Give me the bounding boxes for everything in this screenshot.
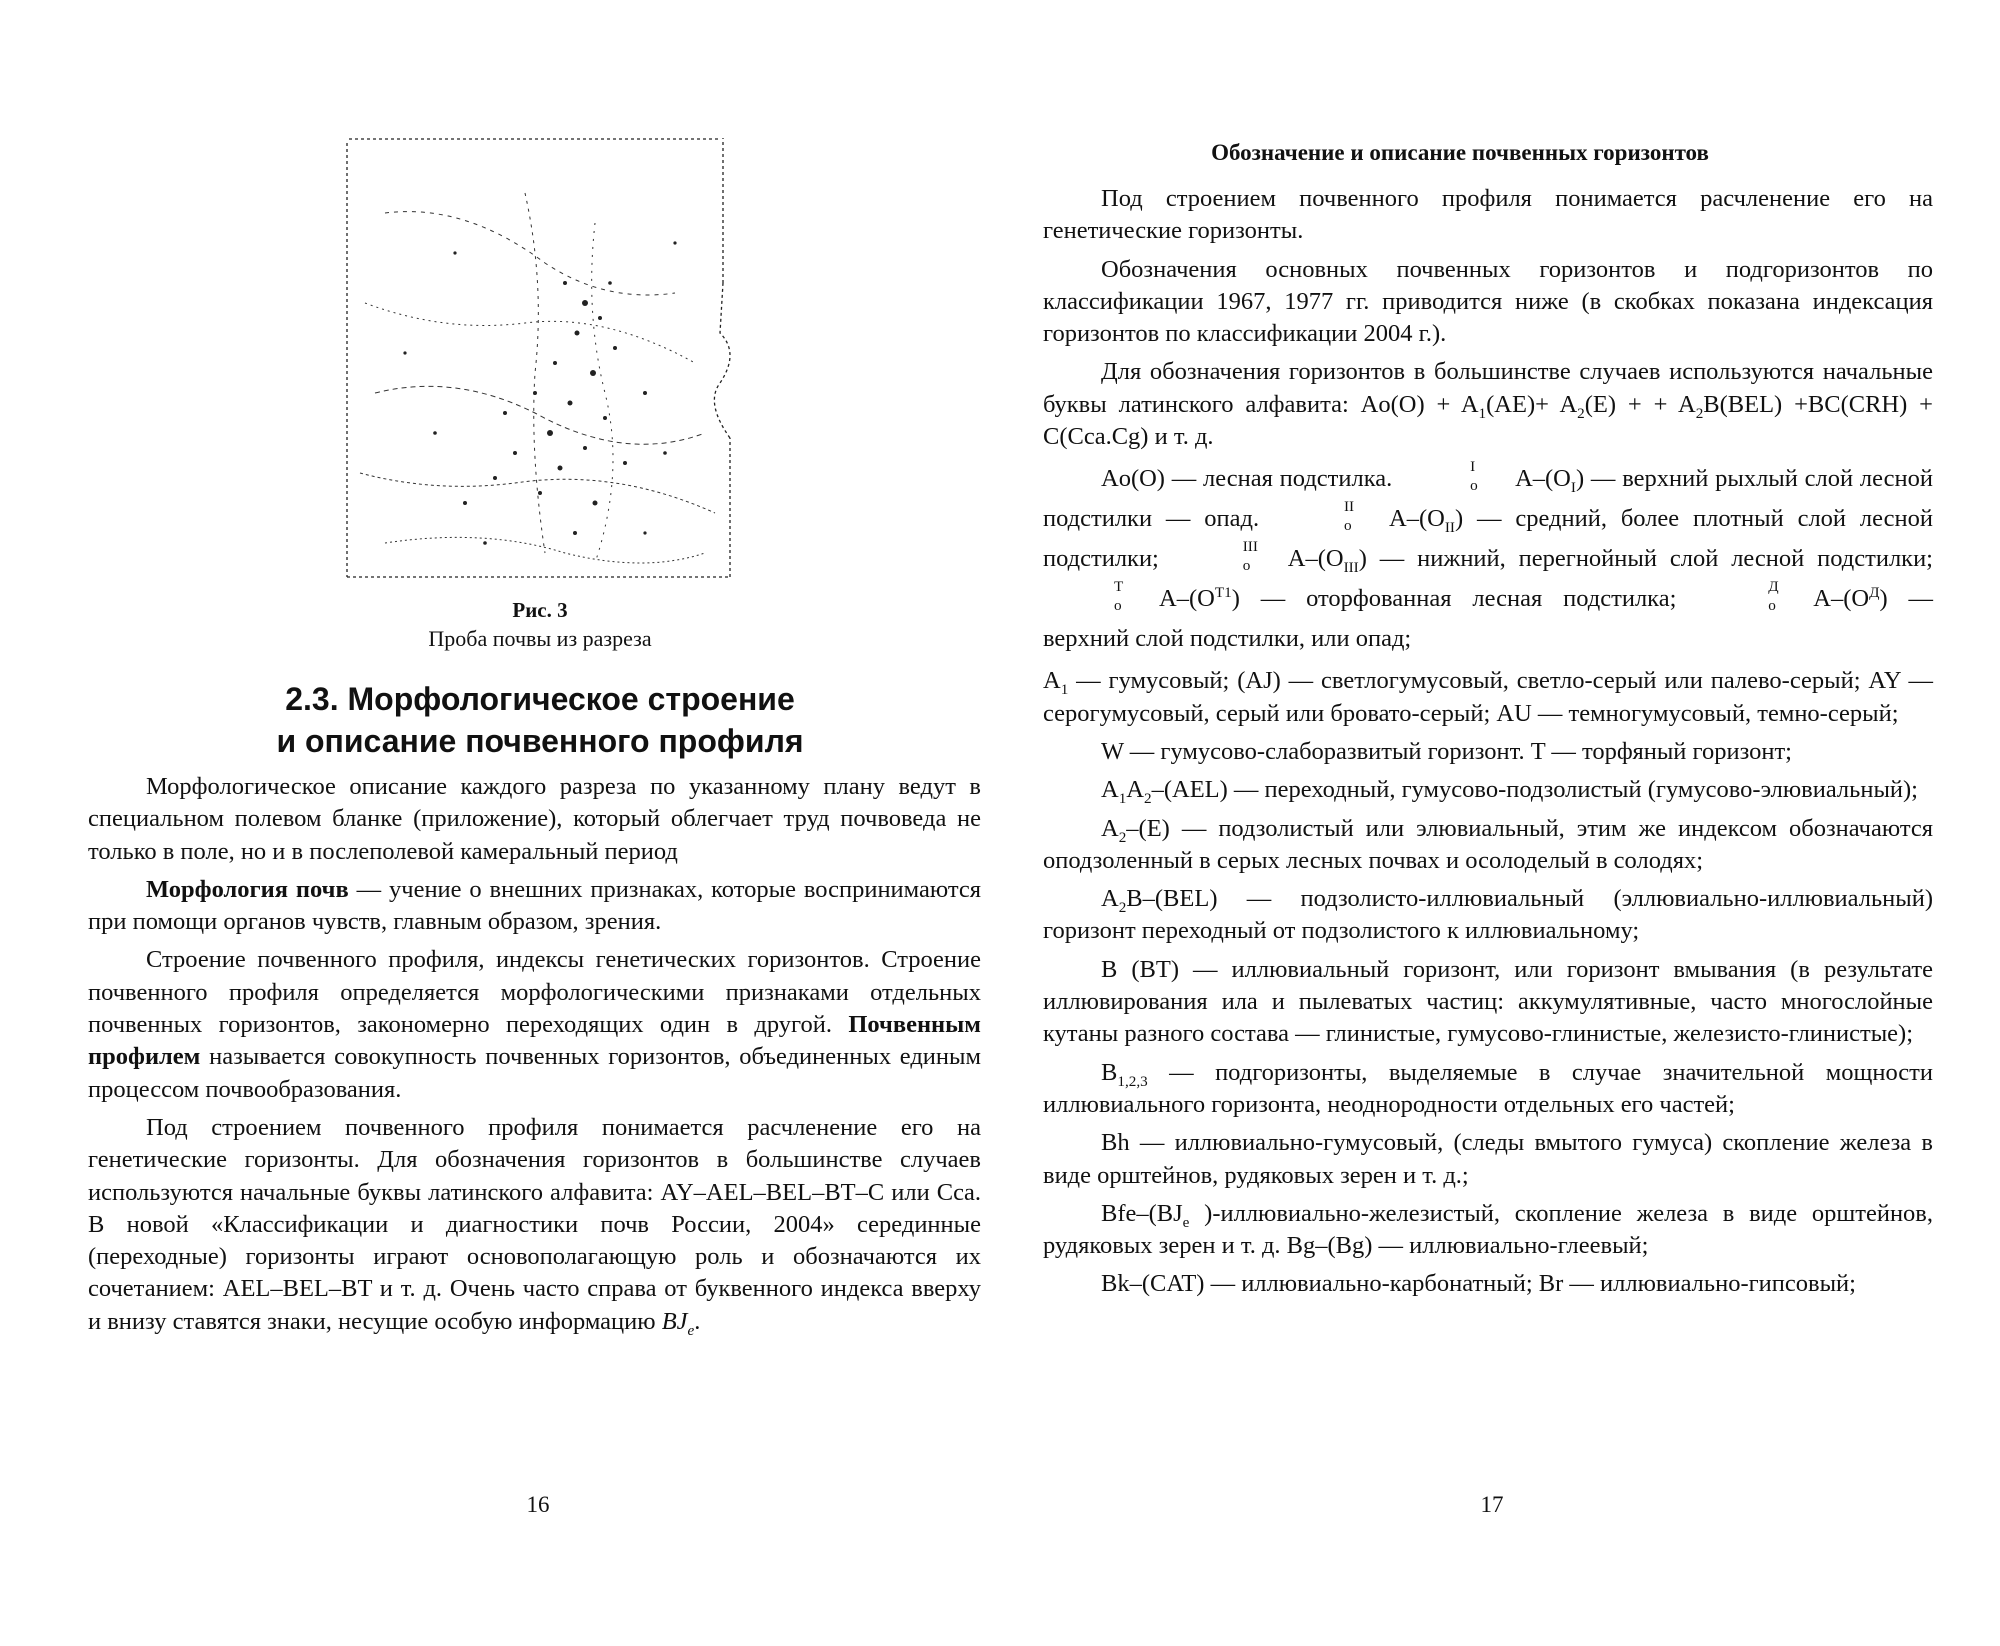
soil-sample-figure (345, 133, 733, 583)
figure-label: Рис. 3 (512, 598, 568, 622)
right-page (1000, 0, 2000, 1646)
subscript: 2 (1695, 404, 1704, 422)
paragraph-text: –(O (1305, 545, 1344, 573)
index-a0-5 (1697, 578, 1831, 614)
paragraph-text: ) — верхний рыхлый слой лесной подстилки — опад. (1043, 465, 1933, 533)
subscript: o (1470, 476, 1478, 494)
paragraph-text: Bfe–(BJ (1101, 1199, 1183, 1227)
paragraph (88, 1112, 981, 1338)
paragraph-text: –(E) — подзолистый или элювиальный, этим же индексом обозначаются оподзоленный в серых лесных почвах и осолоделый в солодях; (1043, 814, 1933, 874)
paragraph-text: ) — нижний, перегнойный слой лесной подстилки; (1358, 545, 1933, 573)
paragraph-text: — подгоризонты, выделяемые в случае значительной мощности иллювиального горизонта, неоднородности отдельных его частей; (1043, 1058, 1933, 1118)
figure-caption: Проба почвы из разреза (428, 626, 652, 651)
paragraph-text: — учение о внешних признаках, которые воспринимаются при помощи органов чувств, главным образом, зрения. (88, 875, 982, 936)
subscript: e (1182, 1213, 1190, 1231)
subscript: III (1343, 559, 1359, 577)
paragraph-text: A (1101, 814, 1119, 842)
paragraph-text: (E) + + A (1584, 390, 1696, 418)
superscript: T1 (1214, 584, 1232, 602)
page-number: 17 (1480, 1492, 1504, 1517)
paragraph-text: A (1101, 885, 1119, 913)
paragraph-text: называется совокупность почвенных горизонтов, объединенных единым процессом почвообразования. (88, 1043, 981, 1103)
paragraph-text: –(AEL) — переходный, гумусово-подзолистый (гумусово-элювиальный); (1151, 776, 1918, 804)
subscript: 1,2,3 (1117, 1072, 1148, 1090)
subscript: o (1114, 596, 1122, 614)
subscript: I (1570, 479, 1576, 497)
subscript: 2 (1577, 404, 1585, 422)
paragraph-text: –(O (1176, 585, 1215, 613)
paragraph: B (BT) — иллювиальный горизонт, или горизонт вмывания (в результате иллювирования ила и пылеватых частиц: аккумулятивные, часто многослойные кутаны разного состава — глинистые, гумусово-глинистые, железисто-глинистые); (1043, 955, 1933, 1048)
paragraph (1043, 1198, 1933, 1263)
superscript: Д (1869, 584, 1880, 602)
paragraph-text: — гумусовый; (AJ) — светлогумусовый, светло-серый или палево-серый; AY — серогумусовый, серый или бровато-серый; AU — темногумусовый, темно-серый; (1043, 667, 1933, 727)
left-body-text (88, 771, 981, 1338)
paragraph: Морфологическое описание каждого разреза по указанному плану ведут в специальном полевом бланке (приложение), который облегчает труд почвоведа не только в поле, но и в послеполевой камеральный период (88, 773, 981, 865)
paragraph-text: –(O (1406, 505, 1445, 533)
subscript: 1 (1478, 404, 1487, 422)
soil-sample-photo-icon (345, 133, 733, 583)
superscript: II (1344, 498, 1355, 516)
section-title-line1: 2.3. Морфологическое строение (285, 681, 795, 717)
paragraph (88, 874, 981, 939)
paragraph (1043, 665, 1933, 730)
index-a0-2 (1273, 498, 1407, 534)
subscript: 2 (1144, 790, 1152, 808)
index-a0-1 (1399, 458, 1533, 494)
subscript: II (1444, 519, 1455, 537)
paragraph-text: A (1126, 776, 1144, 804)
paragraph (1043, 1057, 1933, 1122)
paragraph-text: Под строением почвенного профиля понимается расчленение его на генетические горизонты. Для обозначения горизонтов в большинстве случаев используются начальные буквы латинского алфавита: AY–AEL–BEL–BT–C или Cca. В новой «Классификации и диагностики почв России, 2004» серединные (переходные) горизонты играют основополагающую роль и обозначаются их сочетанием: AEL–BEL–BT и т. д. Очень часто справа от буквенного индекса вверху и внизу ставятся знаки, несущие особую информацию (88, 1113, 981, 1335)
paragraph-text: )-иллювиально-железистый, скопление железа в виде орштейнов, рудяковых зерен и т. д. Bg–(Bg) — иллювиально-глеевый; (1043, 1199, 1933, 1260)
paragraph-text: Ao(O) — лесная подстилка. (1101, 465, 1400, 493)
paragraph (1043, 356, 1933, 453)
italic-index-sub: e (687, 1321, 695, 1339)
subscript: 2 (1118, 828, 1127, 846)
paragraph-text: B (1101, 1058, 1118, 1086)
italic-index (661, 1307, 695, 1339)
subscript: o (1768, 596, 1776, 614)
paragraph (1043, 813, 1933, 878)
superscript: Д (1768, 578, 1779, 596)
index-letter: A (1389, 505, 1407, 533)
paragraph: Bk–(CAT) — иллювиально-карбонатный; Br — иллювиально-гипсовый; (1101, 1270, 1856, 1298)
italic-index-main: BJ (661, 1307, 688, 1335)
paragraph-text: ) — средний, более плотный слой лесной подстилки; (1043, 505, 1933, 573)
subscript: 2 (1118, 899, 1127, 917)
index-a0-3 (1172, 538, 1306, 574)
paragraph (1043, 774, 1933, 806)
superscript: T (1114, 578, 1124, 596)
subscript: o (1344, 516, 1352, 534)
index-a0-4 (1043, 578, 1177, 614)
paragraph-text: Для обозначения горизонтов в большинстве случаев используются начальные буквы латинского алфавита: Ao(O) + A (1043, 358, 1933, 418)
paragraph-text: –(O (1532, 465, 1571, 493)
term-bold: Морфология почв (146, 875, 349, 903)
subscript: 1 (1118, 790, 1127, 808)
paragraph-text: ) — верхний слой подстилки, или опад; (1043, 585, 1933, 653)
paragraph (1043, 883, 1933, 948)
paragraph-text: B(BEL) +BC(CRH) + C(Cca.Cg) и т. д. (1043, 390, 1933, 451)
paragraph: W — гумусово-слаборазвитый горизонт. T — торфяный горизонт; (1101, 737, 1792, 765)
index-letter: A (1287, 545, 1306, 573)
page-number: 16 (526, 1492, 550, 1517)
paragraph: Bh — иллювиально-гумусовый, (следы вмытого гумуса) скопление железа в виде орштейнов, рудяковых зерен и т. д.; (1043, 1129, 1933, 1189)
index-letter: A (1813, 585, 1831, 613)
section-title (100, 678, 980, 762)
paragraph (1043, 459, 1933, 659)
paragraph-text: A (1101, 776, 1119, 804)
subscript: o (1242, 556, 1251, 574)
section-title-line2: и описание почвенного профиля (276, 723, 804, 759)
paragraph-text: ) — оторфованная лесная подстилка; (1231, 585, 1698, 613)
paragraph: Под строением почвенного профиля понимается расчленение его на генетические горизонты. (1043, 185, 1933, 245)
index-letter: A (1515, 465, 1533, 493)
superscript: I (1470, 458, 1476, 476)
right-body-text (1043, 183, 1933, 1301)
term-bold: Почвенным профилем (88, 1011, 981, 1071)
paragraph-text: Строение почвенного профиля, индексы генетических горизонтов. Строение почвенного профиля определяется морфологическими признаками отдельных почвенных горизонтов, закономерно переходящих один в другой. (88, 946, 981, 1039)
paragraph-text: . (694, 1307, 701, 1335)
paragraph-text: B–(BEL) — подзолисто-иллювиальный (эллювиально-иллювиальный) горизонт переходный от подзолистого к иллювиальному; (1043, 885, 1933, 945)
superscript: III (1242, 538, 1258, 556)
paragraph-text: A (1043, 667, 1061, 695)
paragraph: Обозначения основных почвенных горизонтов и подгоризонтов по классификации 1967, 1977 гг. приводится ниже (в скобках показана индексация горизонтов по классификации 2004 г.). (1043, 255, 1933, 348)
index-letter: A (1159, 585, 1177, 613)
paragraph (88, 944, 981, 1105)
subscript: 1 (1060, 681, 1069, 699)
right-heading: Обозначение и описание почвенных горизонтов (1211, 140, 1709, 165)
paragraph-text: –(O (1830, 585, 1870, 613)
paragraph-text: (AE)+ A (1486, 390, 1578, 418)
